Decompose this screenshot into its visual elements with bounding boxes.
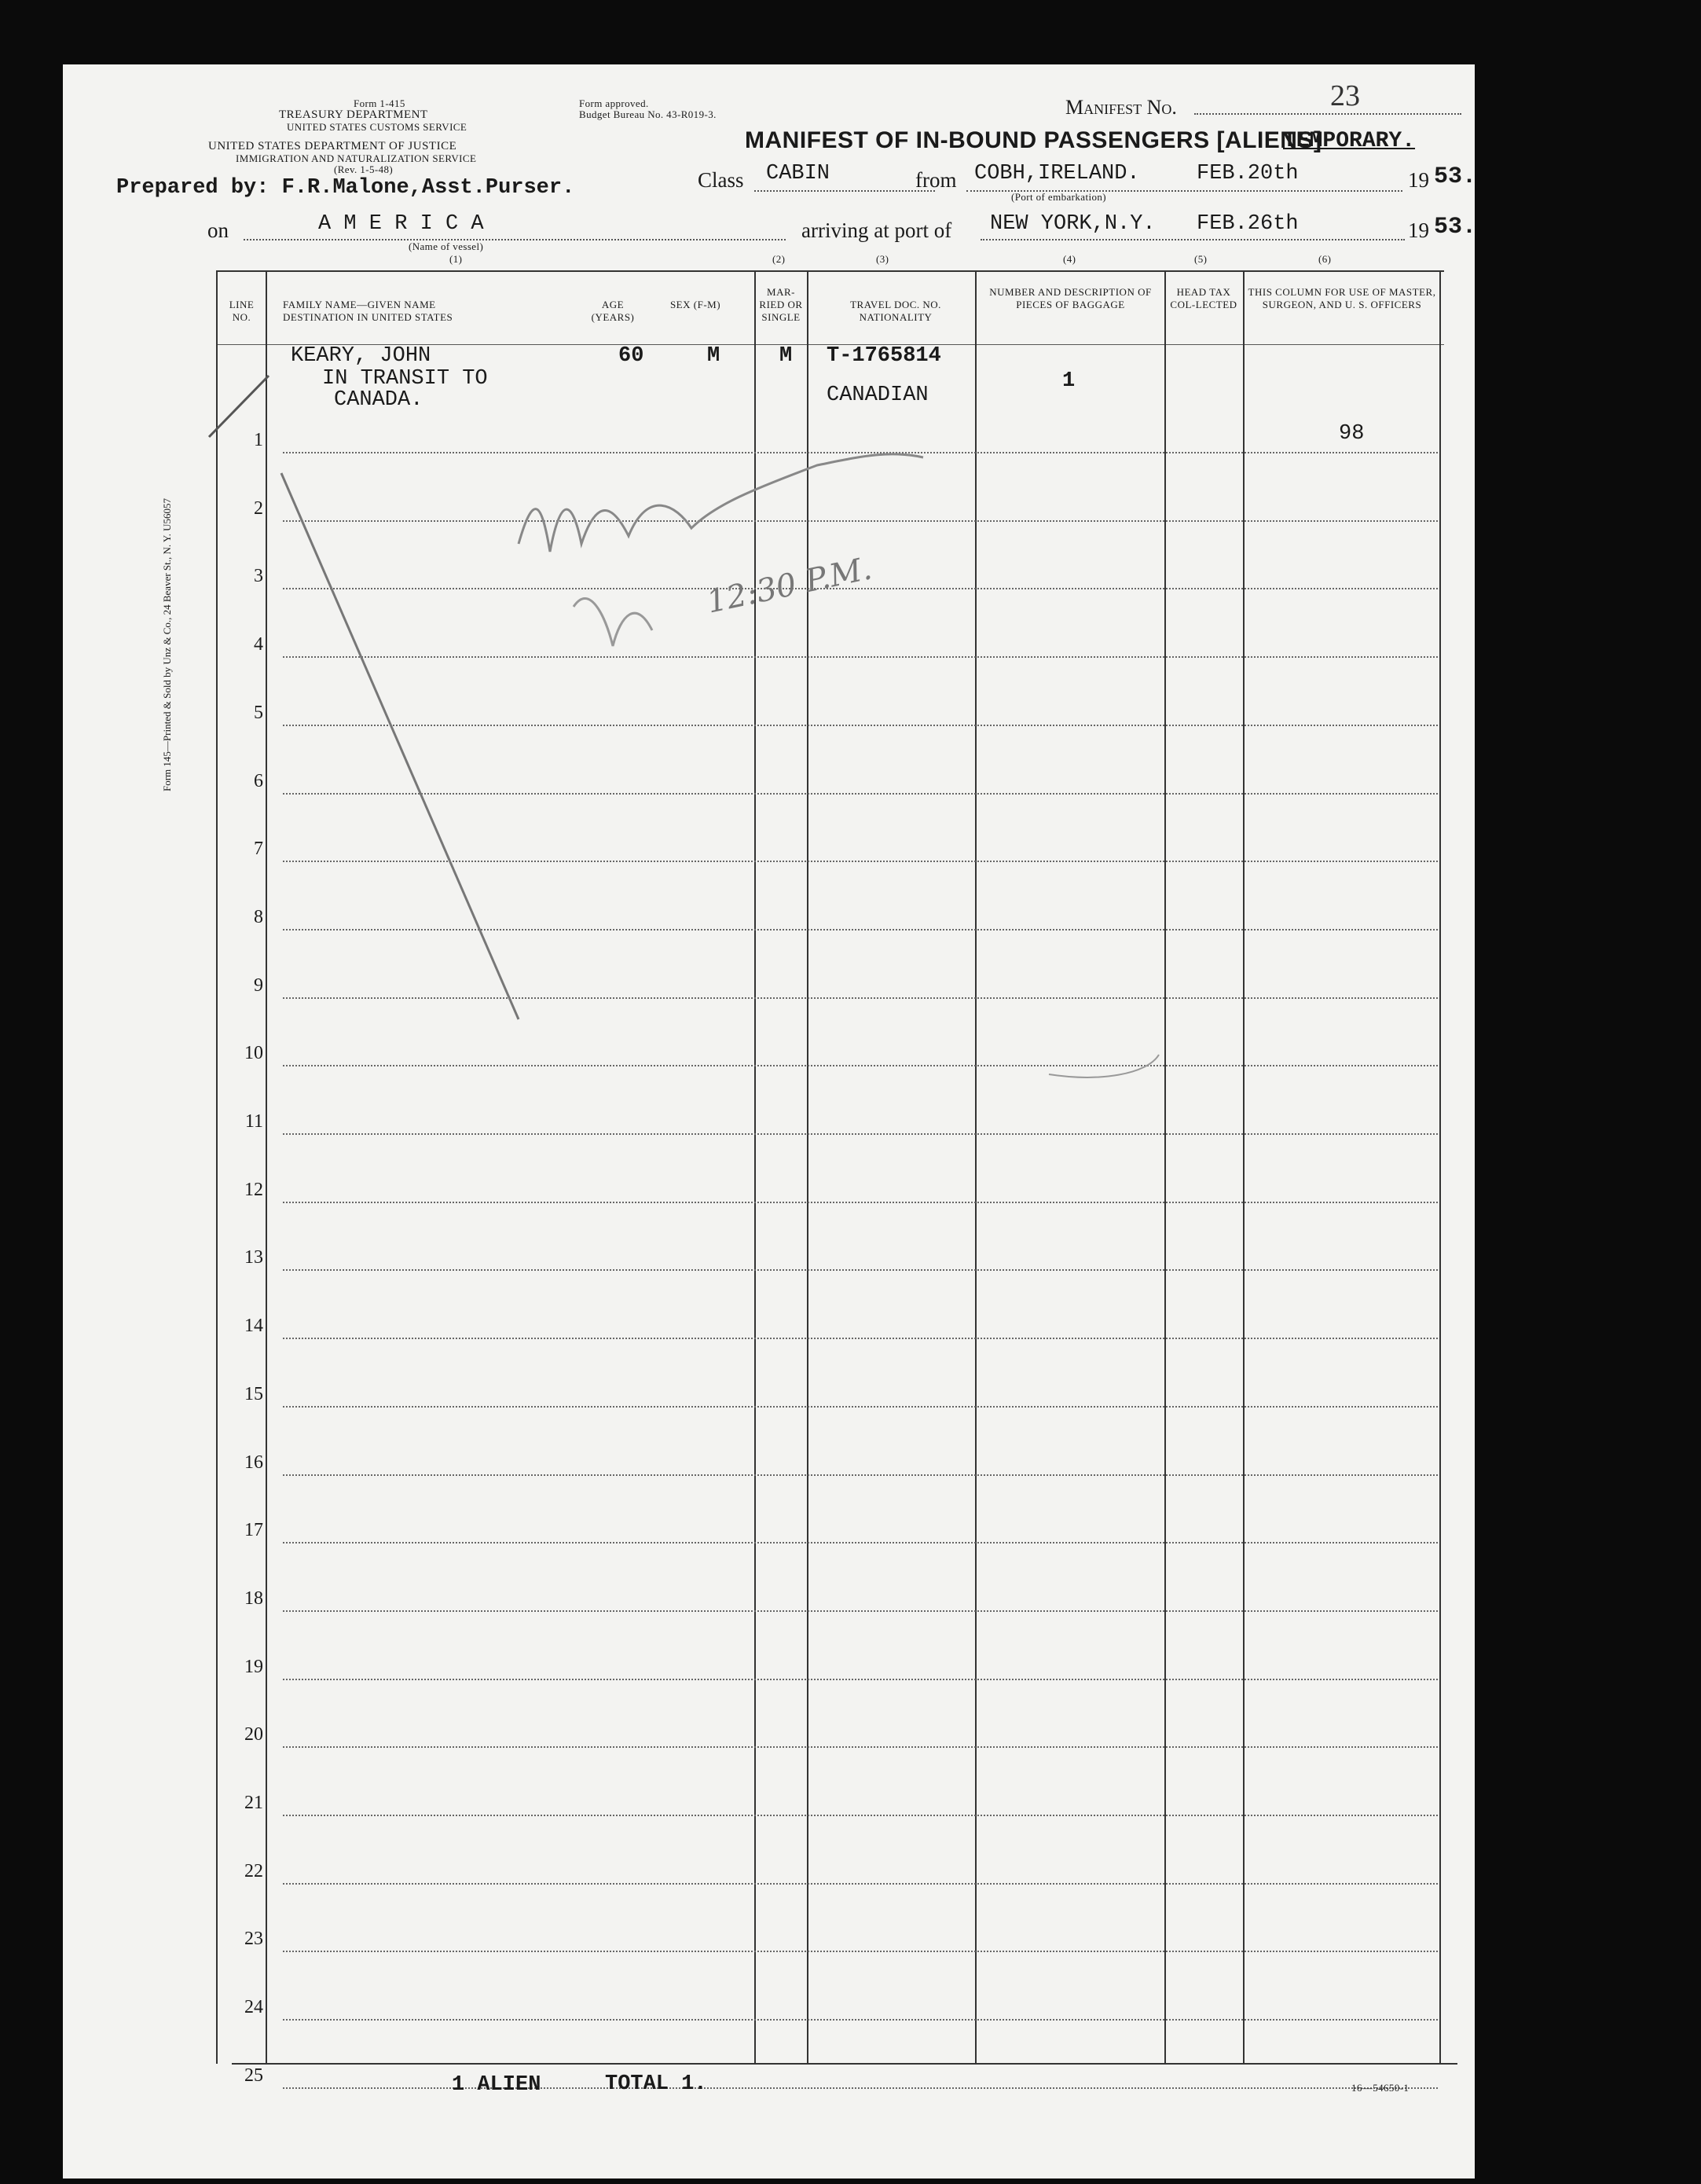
line-number: 3 <box>254 566 263 587</box>
line-number: 15 <box>244 1383 263 1404</box>
line-number: 24 <box>244 1997 263 2018</box>
budget-bureau: Budget Bureau No. 43-R019-3. <box>579 108 717 120</box>
line-number: 6 <box>254 770 263 791</box>
header-line-no: LINE NO. <box>229 299 255 323</box>
line-number: 25 <box>244 2065 263 2086</box>
line-number: 5 <box>254 702 263 723</box>
header-married: MAR-RIED OR SINGLE <box>759 286 803 323</box>
vessel-name: A M E R I C A <box>318 212 484 236</box>
form-code: 16—54650-1 <box>1351 2082 1410 2094</box>
baggage-count: 1 <box>1062 369 1076 393</box>
manifest-sheet <box>63 64 1475 2178</box>
year-prefix: 19 <box>1408 168 1429 192</box>
header-sex: SEX (F-M) <box>669 299 721 310</box>
line-number: 18 <box>244 1588 263 1609</box>
line-number: 21 <box>244 1793 263 1813</box>
line-number: 7 <box>254 839 263 860</box>
pencil-signature-stroke <box>574 599 652 646</box>
treasury-dept: TREASURY DEPARTMENT <box>279 108 428 121</box>
on-label: on <box>207 218 229 242</box>
from-label: from <box>915 168 957 192</box>
embarkation-date: FEB.20th <box>1197 162 1299 185</box>
column-num-6: (6) <box>1318 253 1332 265</box>
nationality: CANADIAN <box>827 384 929 407</box>
alien-count: 1 ALIEN <box>452 2073 541 2097</box>
passenger-destination-line2: CANADA. <box>334 388 423 412</box>
arriving-label: arriving at port of <box>801 218 952 242</box>
line-number: 13 <box>244 1247 263 1268</box>
line-number: 2 <box>254 497 263 519</box>
passenger-sex: M <box>707 344 720 368</box>
embarkation-year: 53. <box>1434 163 1477 190</box>
pencil-diagonal <box>281 473 519 1019</box>
line-number: 20 <box>244 1724 263 1745</box>
passenger-destination-line1: IN TRANSIT TO <box>322 367 488 391</box>
column-num-3: (3) <box>876 253 889 265</box>
line-number: 12 <box>244 1179 263 1200</box>
port-of-embarkation: COBH,IRELAND. <box>974 162 1140 185</box>
line-number: 23 <box>244 1929 263 1950</box>
line-number: 8 <box>254 906 263 927</box>
header-name: FAMILY NAME—GIVEN NAME DESTINATION IN UNITED STATES <box>283 299 453 323</box>
manifest-title: MANIFEST OF IN-BOUND PASSENGERS [ALIENS] <box>745 127 1322 153</box>
line-number: 17 <box>244 1520 263 1541</box>
column-num-4: (4) <box>1063 253 1076 265</box>
vessel-caption: (Name of vessel) <box>409 240 484 252</box>
pencil-marks <box>63 64 1475 2178</box>
class-label: Class <box>698 168 744 192</box>
form-approved: Form approved. <box>579 97 649 109</box>
line-number: 16 <box>244 1452 263 1473</box>
revision-date: (Rev. 1-5-48) <box>334 163 394 175</box>
manifest-no-label: Manifest No. <box>1065 96 1177 119</box>
manifest-no-value: 23 <box>1330 79 1360 112</box>
line-number: 1 <box>254 430 263 450</box>
column-num-5: (5) <box>1194 253 1208 265</box>
form-number: Form 1-415 <box>354 97 405 109</box>
line-number: 22 <box>244 1860 263 1881</box>
passenger-married: M <box>779 344 793 368</box>
line-number: 9 <box>254 975 263 996</box>
passenger-name: KEARY, JOHN <box>291 344 431 368</box>
class-value: CABIN <box>766 162 830 185</box>
ins-service: IMMIGRATION AND NATURALIZATION SERVICE <box>236 152 477 164</box>
travel-doc-number: T-1765814 <box>827 344 941 368</box>
officer-note: 98 <box>1339 422 1365 446</box>
line-number: 19 <box>244 1656 263 1677</box>
port-embark-caption: (Port of embarkation) <box>1011 191 1107 203</box>
manifest-type: TEMPORARY. <box>1283 129 1416 153</box>
header-baggage: NUMBER AND DESCRIPTION OF PIECES OF BAGGAGE <box>989 286 1152 310</box>
arrival-port: NEW YORK,N.Y. <box>990 212 1156 236</box>
header-age: AGE (YEARS) <box>591 299 635 323</box>
header-travel-doc: TRAVEL DOC. NO. NATIONALITY <box>850 299 941 323</box>
arrival-year-prefix: 19 <box>1408 218 1429 242</box>
justice-dept: UNITED STATES DEPARTMENT OF JUSTICE <box>208 140 457 152</box>
handwritten-time: 12:30 P.M. <box>703 550 875 621</box>
pencil-curve <box>1049 1055 1159 1077</box>
line-number: 4 <box>254 634 263 655</box>
header-head-tax: HEAD TAX COL-LECTED <box>1170 286 1237 310</box>
prepared-by: Prepared by: F.R.Malone,Asst.Purser. <box>116 176 575 200</box>
line-number: 14 <box>244 1316 263 1337</box>
header-officers: THIS COLUMN FOR USE OF MASTER, SURGEON, AND U. S. OFFICERS <box>1248 286 1436 310</box>
pencil-slash <box>209 376 269 437</box>
line-number: 11 <box>244 1111 263 1132</box>
column-num-2: (2) <box>772 253 786 265</box>
arrival-year: 53. <box>1434 214 1477 240</box>
passenger-age: 60 <box>618 344 644 368</box>
customs-service: UNITED STATES CUSTOMS SERVICE <box>287 121 467 133</box>
line-number: 10 <box>244 1043 263 1064</box>
total-count: TOTAL 1. <box>605 2072 707 2096</box>
column-num-1: (1) <box>449 253 463 265</box>
arrival-date: FEB.26th <box>1197 212 1299 236</box>
pencil-signature <box>519 454 923 552</box>
printer-imprint: Form 145—Printed & Sold by Unz & Co., 24 Beaver St., N. Y. U56057 <box>161 497 173 791</box>
